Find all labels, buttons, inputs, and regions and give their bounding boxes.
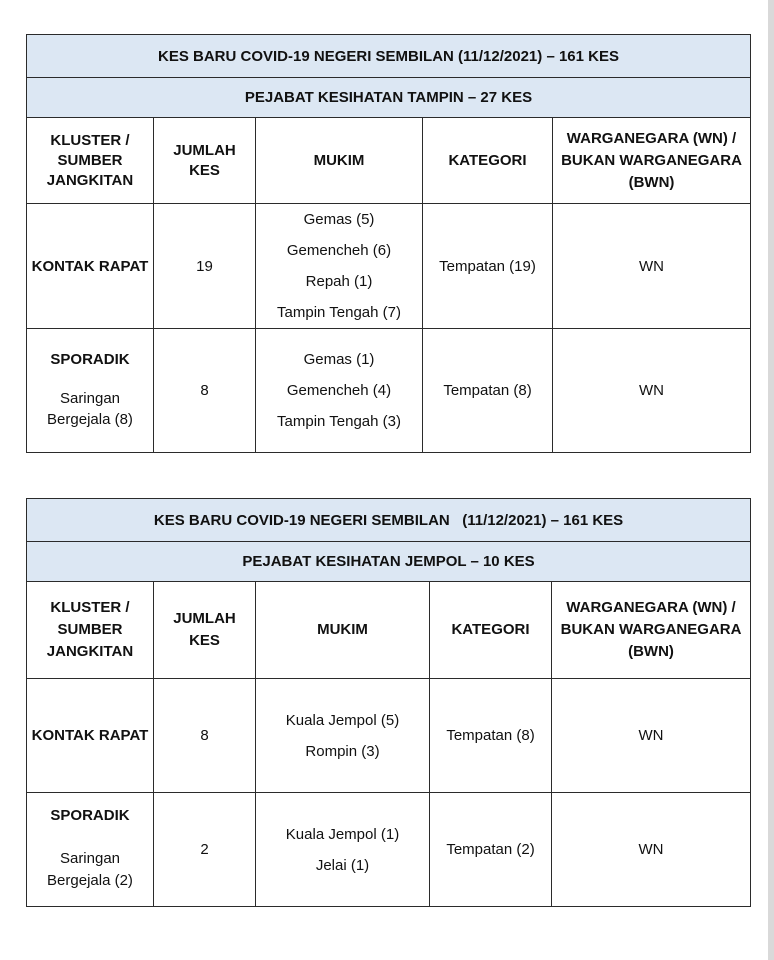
header-kluster: KLUSTER / SUMBER JANGKITAN — [27, 118, 154, 204]
header-jumlah: JUMLAH KES — [154, 118, 256, 204]
header-kategori: KATEGORI — [430, 582, 552, 679]
mukim-item: Gemencheh (6) — [286, 242, 392, 259]
kluster-sub: Saringan Bergejala (8) — [47, 390, 133, 428]
kluster-sub: Saringan Bergejala (2) — [47, 850, 133, 889]
header-mukim: MUKIM — [256, 118, 423, 204]
mukim-item: Gemas (5) — [303, 211, 375, 228]
header-kluster: KLUSTER / SUMBER JANGKITAN — [27, 582, 154, 679]
header-mukim: MUKIM — [256, 582, 430, 679]
warga-cell: WN — [552, 679, 751, 793]
office-title: PEJABAT KESIHATAN TAMPIN – 27 KES — [27, 78, 751, 118]
table-title: KES BARU COVID-19 NEGERI SEMBILAN (11/12/2021) – 161 KES — [27, 35, 751, 78]
table-row — [27, 679, 751, 793]
mukim-cell — [256, 329, 423, 453]
kluster-label: SPORADIK — [50, 351, 130, 368]
header-kategori: KATEGORI — [423, 118, 553, 204]
mukim-cell — [256, 793, 430, 907]
table-row — [27, 329, 751, 453]
warga-cell: WN — [552, 793, 751, 907]
mukim-item: Kuala Jempol (1) — [285, 825, 400, 843]
office-title: PEJABAT KESIHATAN JEMPOL – 10 KES — [27, 542, 751, 582]
kluster-cell: KONTAK RAPAT — [27, 204, 154, 329]
mukim-item: Gemencheh (4) — [286, 382, 392, 399]
table-title: KES BARU COVID-19 NEGERI SEMBILAN (11/12/2021) – 161 KES — [27, 499, 751, 542]
mukim-item: Repah (1) — [305, 273, 373, 290]
header-jumlah: JUMLAH KES — [154, 582, 256, 679]
table-row — [27, 204, 751, 329]
kluster-cell: KONTAK RAPAT — [27, 679, 154, 793]
kluster-cell — [27, 793, 154, 907]
jempol-cases-table — [26, 498, 751, 907]
table-row — [27, 793, 751, 907]
jumlah-cell: 8 — [154, 329, 256, 453]
mukim-cell — [256, 679, 430, 793]
mukim-item: Gemas (1) — [303, 351, 375, 368]
header-warga: WARGANEGARA (WN) / BUKAN WARGANEGARA (BWN) — [553, 118, 751, 204]
tampin-cases-table — [26, 34, 751, 453]
mukim-item: Rompin (3) — [305, 742, 380, 760]
jumlah-cell: 2 — [154, 793, 256, 907]
mukim-item: Tampin Tengah (7) — [277, 304, 401, 321]
kluster-label: SPORADIK — [50, 807, 130, 824]
kategori-cell: Tempatan (8) — [423, 329, 553, 453]
kluster-cell — [27, 329, 154, 453]
mukim-item: Tampin Tengah (3) — [277, 413, 401, 430]
mukim-item: Jelai (1) — [315, 856, 370, 874]
mukim-item: Kuala Jempol (5) — [285, 711, 400, 729]
kategori-cell: Tempatan (19) — [423, 204, 553, 329]
jumlah-cell: 19 — [154, 204, 256, 329]
header-warga: WARGANEGARA (WN) / BUKAN WARGANEGARA (BWN) — [552, 582, 751, 679]
mukim-cell — [256, 204, 423, 329]
warga-cell: WN — [553, 204, 751, 329]
page-edge — [768, 0, 774, 960]
warga-cell: WN — [553, 329, 751, 453]
jumlah-cell: 8 — [154, 679, 256, 793]
kategori-cell: Tempatan (8) — [430, 679, 552, 793]
kategori-cell: Tempatan (2) — [430, 793, 552, 907]
